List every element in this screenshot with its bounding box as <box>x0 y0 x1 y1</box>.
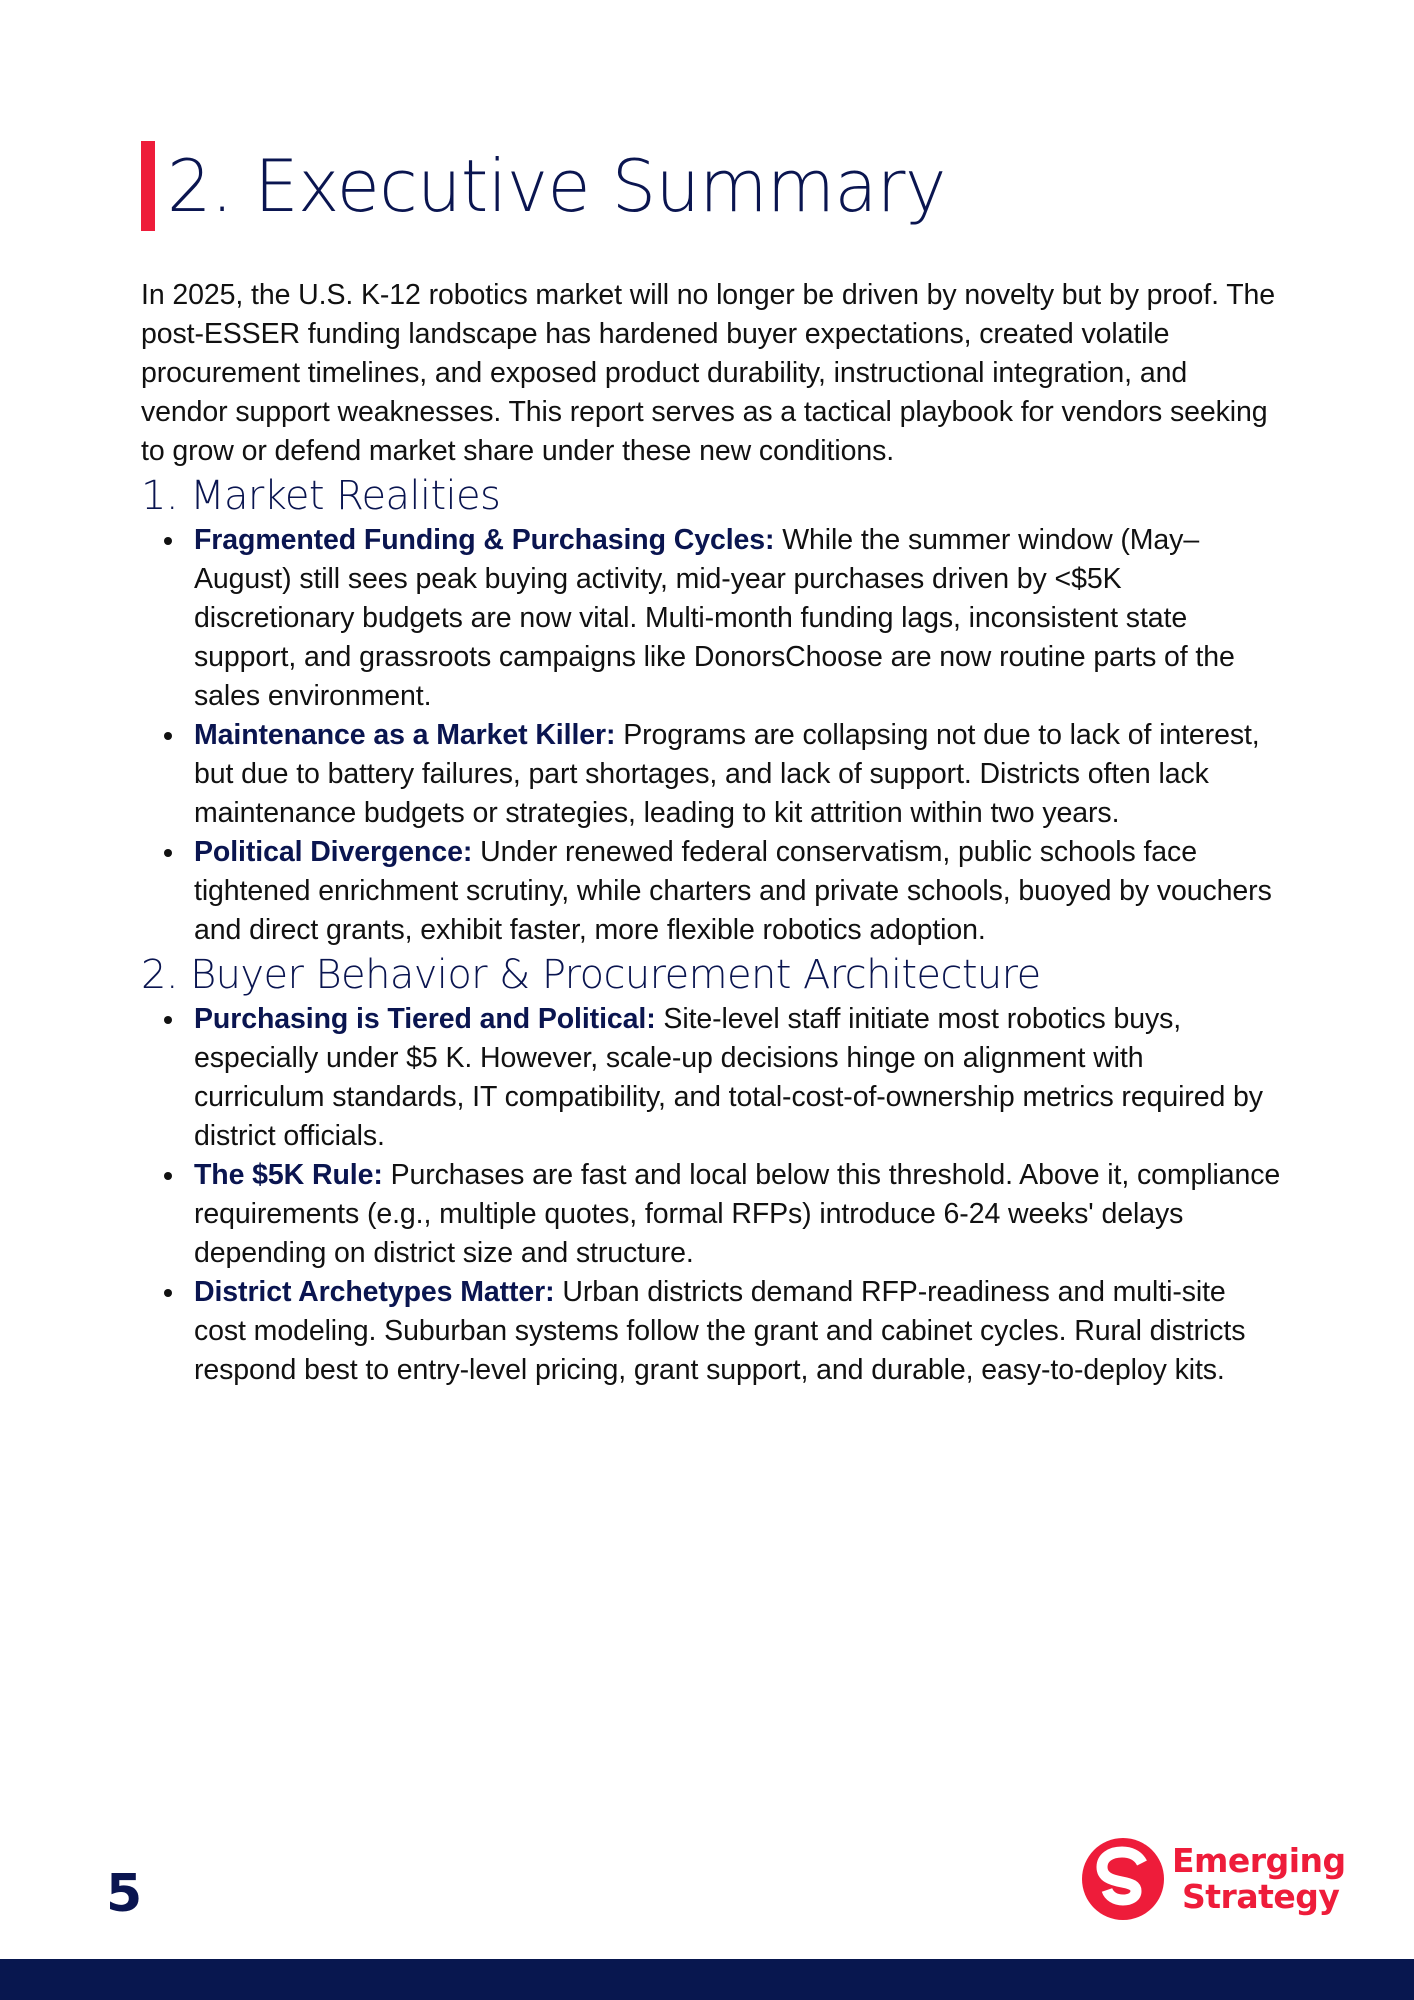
market-realities-list <box>141 521 1281 950</box>
bullet-lead: Fragmented Funding & Purchasing Cycles: <box>194 524 775 556</box>
footer-bar <box>0 1959 1414 2000</box>
bullet-icon <box>164 1289 172 1297</box>
page-content <box>141 276 1281 1390</box>
bullet-text: Purchases are fast and local below this threshold. Above it, compliance requirements (e.g., multiple quotes, formal RFPs) introduce 6-24 weeks' delays depending on district size and structure. <box>194 1159 1281 1269</box>
logo-line-1: Emerging <box>1172 1841 1346 1880</box>
bullet-text: Under renewed federal conservatism, public schools face tightened enrichment scrutiny, while charters and private schools, buoyed by vouchers and direct grants, exhibit faster, more flexible robotics adoption. <box>194 836 1272 946</box>
section-heading-market-realities: 1. Market Realities <box>141 473 501 519</box>
bullet-icon <box>164 1016 172 1024</box>
bullet-icon <box>164 537 172 545</box>
bullet-lead: The $5K Rule: <box>194 1159 383 1191</box>
bullet-text: While the summer window (May–August) still sees peak buying activity, mid-year purchases driven by <$5K discretionary budgets are now vital. Multi-month funding lags, inconsistent state support, and grassroots campaigns like DonorsChoose are now routine parts of the sales environment. <box>194 524 1235 712</box>
title-accent-bar <box>141 141 155 231</box>
bullet-text: Programs are collapsing not due to lack of interest, but due to battery failures, part shortages, and lack of support. Districts often lack maintenance budgets or strategies, leading to kit attrition within two years. <box>194 719 1260 829</box>
logo-line-2: Strategy <box>1182 1877 1340 1916</box>
intro-paragraph: In 2025, the U.S. K-12 robotics market will no longer be driven by novelty but by proof. The post-ESSER funding landscape has hardened buyer expectations, created volatile procurement timelines, and exposed product durability, instructional integration, and vendor support weaknesses. This report serves as a tactical playbook for vendors seeking to grow or defend market share under these new conditions. <box>141 279 1276 467</box>
list-item <box>194 833 1281 950</box>
bullet-icon <box>164 1172 172 1180</box>
bullet-icon <box>164 732 172 740</box>
list-item <box>194 1000 1281 1156</box>
bullet-lead: District Archetypes Matter: <box>194 1276 555 1308</box>
page-number: 5 <box>106 1864 143 1924</box>
bullet-text: Site-level staff initiate most robotics buys, especially under $5 K. However, scale-up decisions hinge on alignment with curriculum standards, IT compatibility, and total-cost-of-ownership metrics required by district officials. <box>194 1003 1263 1152</box>
page-title-block <box>141 141 970 231</box>
buyer-behavior-list <box>141 1000 1281 1390</box>
logo-wordmark <box>1172 1843 1346 1915</box>
list-item <box>194 1156 1281 1273</box>
bullet-lead: Purchasing is Tiered and Political: <box>194 1003 656 1035</box>
section-heading-buyer-behavior: 2. Buyer Behavior & Procurement Architecture <box>141 952 1041 998</box>
bullet-lead: Political Divergence: <box>194 836 473 868</box>
emerging-strategy-logo <box>1080 1836 1346 1922</box>
bullet-text: Urban districts demand RFP-readiness and multi-site cost modeling. Suburban systems follow the grant and cabinet cycles. Rural districts respond best to entry-level pricing, grant support, and durable, easy-to-deploy kits. <box>194 1276 1246 1386</box>
list-item <box>194 1273 1281 1390</box>
bullet-lead: Maintenance as a Market Killer: <box>194 719 616 751</box>
bullet-icon <box>164 849 172 857</box>
list-item <box>194 521 1281 716</box>
list-item <box>194 716 1281 833</box>
emerging-strategy-s-logo-icon <box>1080 1836 1166 1922</box>
page-title: 2. Executive Summary <box>167 144 946 228</box>
